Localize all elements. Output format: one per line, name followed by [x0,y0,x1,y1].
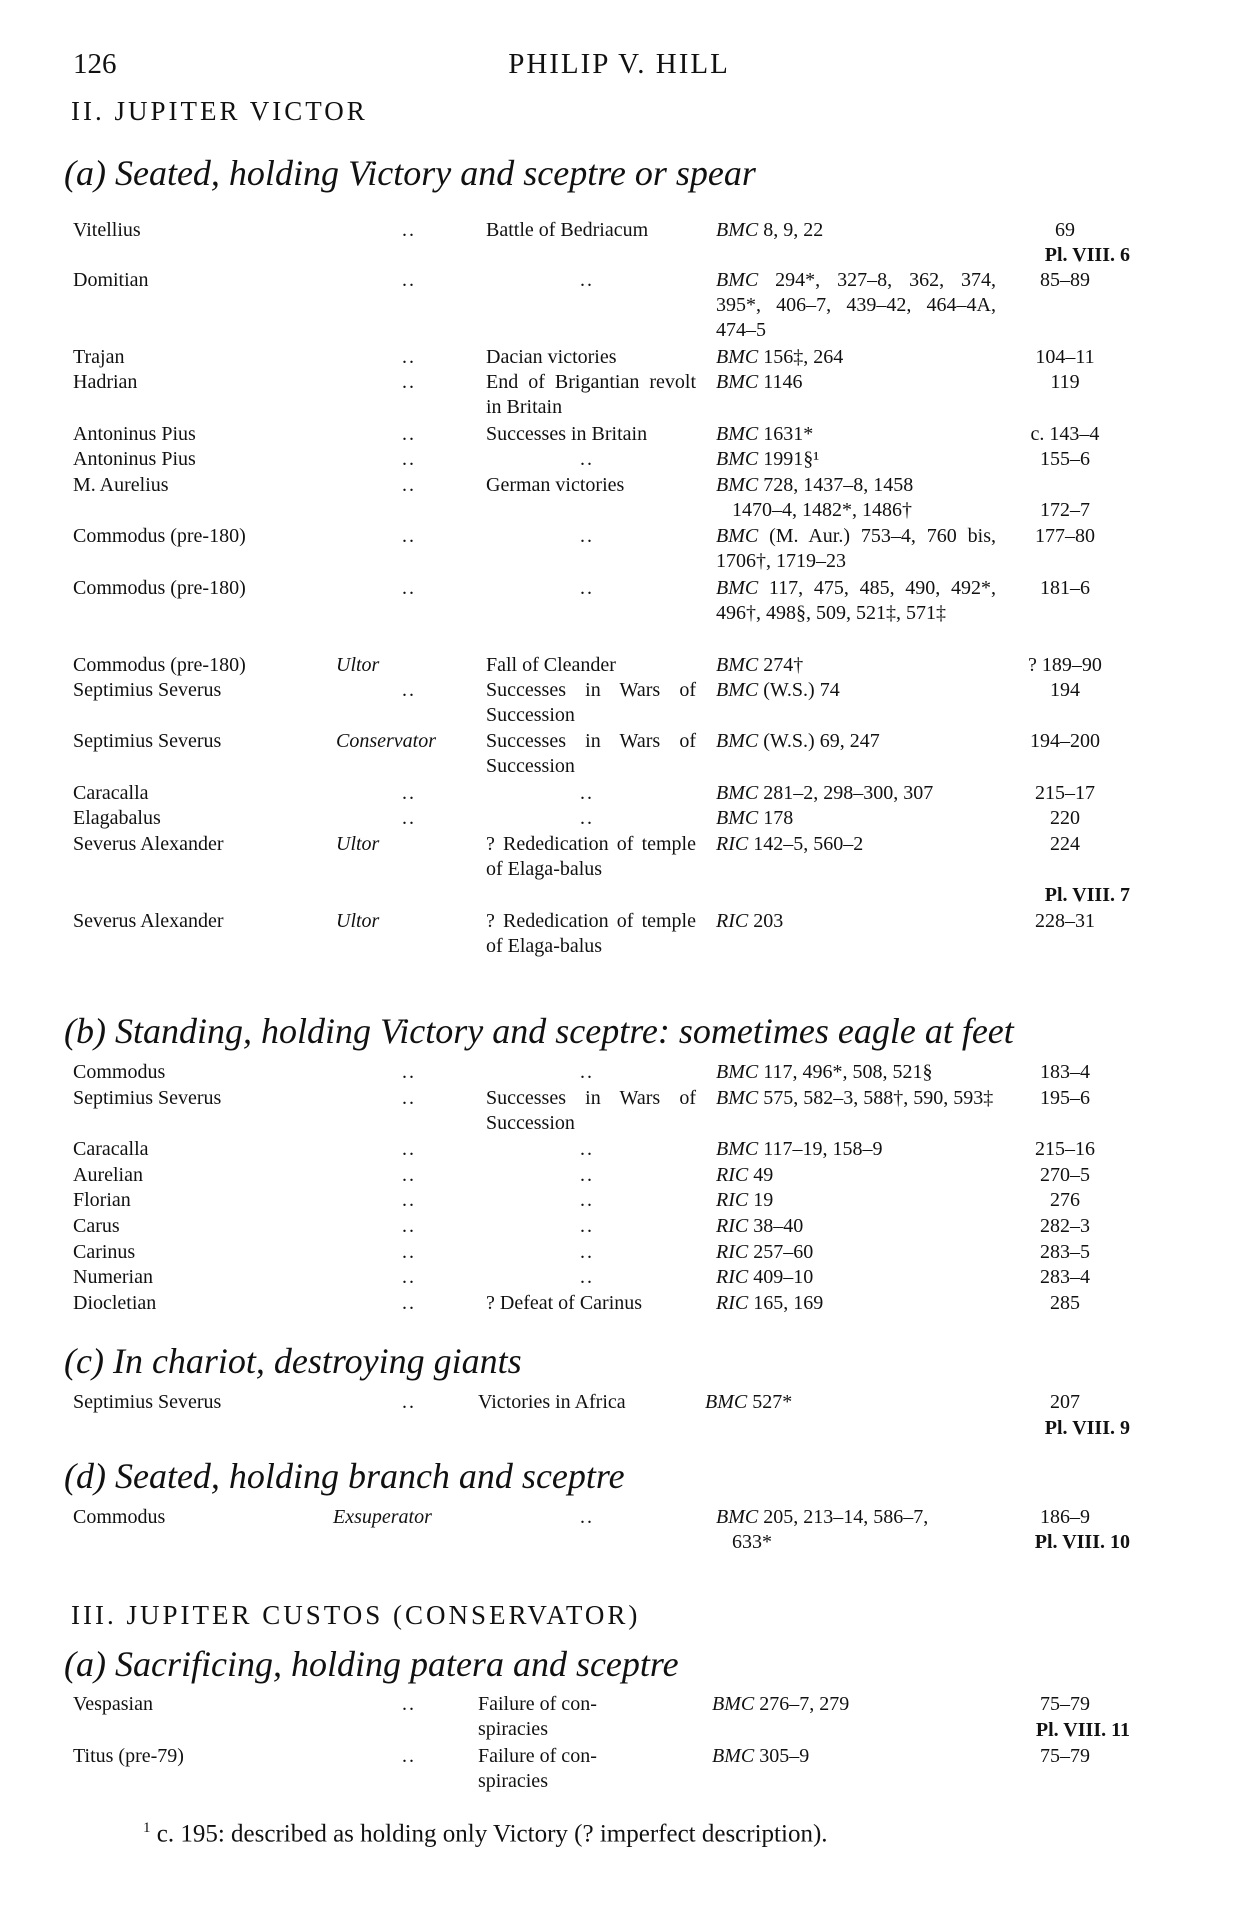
emperor: Hadrian [73,371,138,393]
emperor: Titus (pre-79) [73,1745,184,1767]
ref-numbers: (W.S.) 69, 247 [763,730,880,752]
date: 69 [1055,219,1075,241]
ref-numbers: 165, 169 [753,1292,824,1314]
subsection-heading: (a) Seated, holding Victory and sceptre or spear [64,153,756,193]
ref-numbers: 575, 582–3, 588†, 590, 593‡ [763,1087,994,1109]
ref-prefix: RIC [716,1241,749,1263]
reference [716,1137,882,1162]
reference [716,729,880,754]
emperor: Septimius Severus [73,1391,222,1413]
date: 186–9 [1040,1506,1090,1528]
emperor: Domitian [73,269,149,291]
reference [716,370,802,395]
leader-dots: .. [402,423,416,445]
page-number: 126 [73,48,117,80]
date: 228–31 [1035,910,1095,932]
leader-dots: .. [402,679,416,701]
ref-continuation: 633* [732,1531,772,1553]
emperor: Caracalla [73,782,149,804]
occasion: ? Defeat of Carinus [486,1292,643,1314]
date: 194–200 [1030,730,1100,752]
emperor: Florian [73,1189,131,1211]
ref-prefix: BMC [716,448,759,470]
reference [716,447,819,472]
emperor: Septimius Severus [73,730,222,752]
emperor: Severus Alexander [73,833,224,855]
date: 285 [1050,1292,1080,1314]
ref-prefix: BMC [716,782,759,804]
occasion: Successes in Wars of Succession [486,1087,696,1134]
occasion-dots: .. [580,1061,594,1083]
occasion: Successes in Wars of Succession [486,679,696,726]
occasion-dots: .. [580,525,594,547]
ref-numbers: 117, 496*, 508, 521§ [763,1061,933,1083]
ref-numbers: 1991§¹ [763,448,820,470]
date: 75–79 [1040,1745,1090,1767]
running-head: PHILIP V. HILL [508,48,730,80]
ref-numbers: 1146 [763,371,803,393]
ref-prefix: BMC [716,1061,759,1083]
reference [716,1060,932,1085]
ref-prefix: RIC [716,1266,749,1288]
leader-dots: .. [402,525,416,547]
emperor: Numerian [73,1266,153,1288]
date: 207 [1050,1391,1080,1413]
date: 215–17 [1035,782,1095,804]
emperor: Septimius Severus [73,1087,222,1109]
ref-numbers: 8, 9, 22 [763,219,824,241]
section-heading: II. JUPITER VICTOR [71,96,368,126]
occasion-dots: .. [580,448,594,470]
ref-numbers: 728, 1437–8, 1458 [763,474,914,496]
subsection-heading: (b) Standing, holding Victory and sceptre: sometimes eagle at feet [64,1011,1014,1051]
ref-prefix: BMC [716,730,759,752]
occasion-dots: .. [580,1266,594,1288]
ref-numbers: 203 [753,910,784,932]
subsection-heading: (a) Sacrificing, holding patera and sceptre [64,1644,679,1684]
emperor: Antoninus Pius [73,448,196,470]
emperor: Severus Alexander [73,910,224,932]
reference [716,1188,773,1213]
occasion-dots: .. [580,1189,594,1211]
reference [716,653,803,678]
occasion: Battle of Bedriacum [486,219,649,241]
date: 183–4 [1040,1061,1090,1083]
emperor: Caracalla [73,1138,149,1160]
date: 283–5 [1040,1241,1090,1263]
date: 181–6 [1040,577,1090,599]
ref-prefix: RIC [716,1292,749,1314]
ref-prefix: BMC [705,1391,748,1413]
emperor: Diocletian [73,1292,157,1314]
ref-prefix: BMC [716,525,759,547]
date: 172–7 [1040,499,1090,521]
emperor: Carus [73,1215,120,1237]
ref-numbers: 1631* [763,423,814,445]
reference [712,1744,809,1769]
epithet: Conservator [336,730,436,752]
plate-ref: Pl. VIII. 7 [1044,884,1130,906]
date: c. 143–4 [1030,423,1100,445]
ref-numbers: 294*, 327–8, 362, 374, 395*, 406–7, 439–42, 464–4A, 474–5 [716,269,997,341]
date: 220 [1050,807,1080,829]
ref-prefix: RIC [716,1164,749,1186]
ref-prefix: BMC [716,577,759,599]
occasion: Fall of Cleander [486,654,616,676]
reference [716,678,840,703]
emperor: Commodus [73,1061,166,1083]
ref-numbers: (W.S.) 74 [763,679,840,701]
emperor: Commodus [73,1506,166,1528]
emperor: Vespasian [73,1693,153,1715]
ref-prefix: BMC [712,1745,755,1767]
ref-prefix: BMC [716,807,759,829]
ref-prefix: BMC [716,269,759,291]
reference [716,345,843,370]
section-heading: III. JUPITER CUSTOS (CONSERVATOR) [71,1600,641,1630]
leader-dots: .. [402,577,416,599]
ref-prefix: BMC [716,654,759,676]
emperor: Antoninus Pius [73,423,196,445]
leader-dots: .. [402,807,416,829]
emperor: Commodus (pre-180) [73,577,246,599]
occasion: Successes in Britain [486,423,648,445]
ref-continuation: 1470–4, 1482*, 1486† [732,499,912,521]
epithet: Exsuperator [333,1506,432,1528]
emperor: Carinus [73,1241,136,1263]
plate-ref: Pl. VIII. 9 [1044,1417,1130,1439]
date: 215–16 [1035,1138,1095,1160]
subsection-heading: (d) Seated, holding branch and sceptre [64,1456,625,1496]
reference [716,1163,773,1188]
plate-ref: Pl. VIII. 11 [1035,1719,1130,1741]
ref-numbers: 257–60 [753,1241,814,1263]
reference [716,1214,803,1239]
occasion-dots: .. [580,782,594,804]
reference [716,422,813,447]
emperor: Vitellius [73,219,141,241]
date: 270–5 [1040,1164,1090,1186]
ref-prefix: RIC [716,1189,749,1211]
occasion: Successes in Wars of Succession [486,730,696,777]
ref-prefix: BMC [716,1087,759,1109]
ref-numbers: 276–7, 279 [759,1693,850,1715]
reference [716,524,996,574]
date: 282–3 [1040,1215,1090,1237]
ref-numbers: 19 [753,1189,774,1211]
leader-dots: .. [402,219,416,241]
epithet: Ultor [336,833,380,855]
date: 194 [1050,679,1080,701]
footnote-marker: 1 [143,1820,151,1836]
ref-numbers: 49 [753,1164,774,1186]
occasion-dots: .. [580,1506,594,1528]
occasion: German victories [486,474,625,496]
ref-numbers: 409–10 [753,1266,814,1288]
emperor: M. Aurelius [73,474,169,496]
date: 155–6 [1040,448,1090,470]
date: ? 189–90 [1028,654,1102,676]
leader-dots: .. [402,1189,416,1211]
reference [716,1086,996,1111]
leader-dots: .. [402,1087,416,1109]
ref-numbers: (M. Aur.) 753–4, 760 bis, 1706†, 1719–23 [716,525,996,572]
ref-numbers: 156‡, 264 [763,346,844,368]
ref-numbers: 178 [763,807,794,829]
ref-prefix: RIC [716,1215,749,1237]
ref-numbers: 205, 213–14, 586–7, [763,1506,929,1528]
occasion: Failure of con-spiracies [478,1745,597,1792]
leader-dots: .. [402,371,416,393]
date: 177–80 [1035,525,1095,547]
occasion: Dacian victories [486,346,617,368]
ref-prefix: BMC [716,371,759,393]
ref-prefix: BMC [716,346,759,368]
ref-prefix: BMC [716,423,759,445]
reference [716,576,996,626]
date: 104–11 [1035,346,1095,368]
leader-dots: .. [402,1266,416,1288]
date: 119 [1050,371,1080,393]
ref-prefix: BMC [712,1693,755,1715]
leader-dots: .. [402,1061,416,1083]
epithet: Ultor [336,910,380,932]
emperor: Commodus (pre-180) [73,654,246,676]
emperor: Trajan [73,346,125,368]
ref-numbers: 117, 475, 485, 490, 492*, 496†, 498§, 509, 521‡, 571‡ [716,577,996,624]
ref-numbers: 274† [763,654,804,676]
ref-numbers: 142–5, 560–2 [753,833,864,855]
occasion-dots: .. [580,1215,594,1237]
occasion: ? Rededication of temple of Elaga-balus [486,910,696,957]
occasion: Failure of con-spiracies [478,1693,597,1740]
emperor: Commodus (pre-180) [73,525,246,547]
occasion: Victories in Africa [478,1391,626,1413]
reference [705,1390,792,1415]
emperor: Septimius Severus [73,679,222,701]
date: 195–6 [1040,1087,1090,1109]
reference [716,781,933,806]
date: 224 [1050,833,1080,855]
emperor: Elagabalus [73,807,161,829]
reference [716,832,863,857]
subsection-heading: (c) In chariot, destroying giants [64,1341,522,1381]
epithet: Ultor [336,654,380,676]
date: 283–4 [1040,1266,1090,1288]
ref-prefix: BMC [716,219,759,241]
leader-dots: .. [402,346,416,368]
occasion: End of Brigantian revolt in Britain [486,371,696,418]
ref-prefix: RIC [716,910,749,932]
leader-dots: .. [402,1138,416,1160]
leader-dots: .. [402,269,416,291]
ref-prefix: BMC [716,679,759,701]
emperor: Aurelian [73,1164,143,1186]
leader-dots: .. [402,1745,416,1767]
reference [716,1291,823,1316]
date: 75–79 [1040,1693,1090,1715]
reference [712,1692,849,1717]
plate-ref: Pl. VIII. 6 [1044,244,1130,266]
ref-numbers: 38–40 [753,1215,804,1237]
reference [716,806,793,831]
ref-numbers: 281–2, 298–300, 307 [763,782,934,804]
occasion: ? Rededication of temple of Elaga-balus [486,833,696,880]
ref-prefix: RIC [716,833,749,855]
ref-prefix: BMC [716,1138,759,1160]
footnote [143,1820,828,1848]
occasion-dots: .. [580,1138,594,1160]
occasion-dots: .. [580,269,594,291]
leader-dots: .. [402,1292,416,1314]
occasion-dots: .. [580,807,594,829]
reference [716,909,783,934]
leader-dots: .. [402,1391,416,1413]
occasion-dots: .. [580,577,594,599]
leader-dots: .. [402,448,416,470]
date: 276 [1050,1189,1080,1211]
date: 85–89 [1040,269,1090,291]
footnote-text: c. 195: described as holding only Victory (? imperfect description). [156,1820,828,1848]
reference [716,1240,813,1265]
leader-dots: .. [402,1215,416,1237]
ref-prefix: BMC [716,474,759,496]
reference [716,268,996,343]
leader-dots: .. [402,1693,416,1715]
ref-numbers: 305–9 [759,1745,810,1767]
reference [716,1265,813,1290]
ref-prefix: BMC [716,1506,759,1528]
leader-dots: .. [402,474,416,496]
ref-numbers: 527* [752,1391,793,1413]
reference [716,218,823,243]
reference [716,473,913,498]
occasion-dots: .. [580,1164,594,1186]
leader-dots: .. [402,782,416,804]
occasion-dots: .. [580,1241,594,1263]
ref-numbers: 117–19, 158–9 [763,1138,883,1160]
leader-dots: .. [402,1241,416,1263]
reference [716,1505,928,1530]
plate-ref: Pl. VIII. 10 [1034,1531,1130,1553]
leader-dots: .. [402,1164,416,1186]
